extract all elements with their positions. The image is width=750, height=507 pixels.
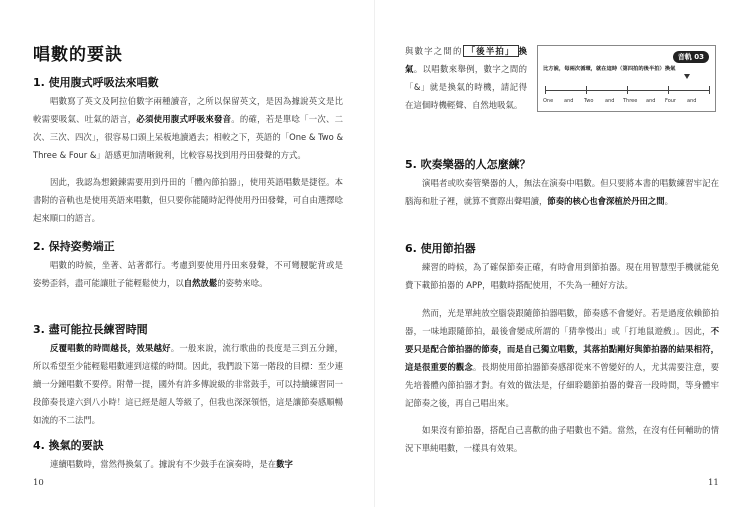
beat-tick [627,86,628,94]
section-3-title: 3. 盡可能拉長練習時間 [33,323,148,336]
section-1-paragraph-2: 因此，我認為想鍛鍊需要用到丹田的「體內節拍器」，使用英語唱數是捷徑。本書附的音軌也是使用英語來唱數，但只要你能隨時記得使用丹田發聲，可自由選擇唸起來順口的語言。 [33,177,343,223]
beat-tick [668,86,669,94]
track-badge: 音軌 03 [673,51,709,63]
beat-tick [709,86,710,94]
section-1-title: 1. 使用腹式呼吸法來唱數 [33,76,159,89]
section-4-title: 4. 換氣的要訣 [33,439,104,452]
beat-label: and [687,98,697,104]
beat-label: and [605,98,615,104]
beat-label: Four [665,98,676,104]
beat-label: and [564,98,574,104]
breath-arrow-icon [684,74,690,79]
section-6-paragraph-2: 然而，光是單純放空腦袋跟隨節拍器唱數，節奏感不會變好。若是過度依賴節拍器，一味地跟隨節拍，最後會變成所謂的「猜拳慢出」或「打地鼠遊戲」。因此，不要只是配合節拍器的節奏，而是自己獨立唱數，其落拍點剛好與節拍器的結果相符，這是很重要的觀念。長期使用節拍器節奏感卻從來不曾變好的人，尤其需要注意，要先培養體內節拍器才對。有效的做法是，仔細聆聽節拍器的聲音一段時間，等身體牢記節奏之後，再自己唱出來。 [405,308,720,408]
beat-label: Three [623,98,638,104]
page-number-left: 10 [33,478,44,488]
beat-label: Two [584,98,594,104]
track-caption: 比方說，每兩次循環，就在這時（第四拍的後半拍）換氣 [543,66,676,72]
beat-tick [586,86,587,94]
section-5-paragraph: 演唱者或吹奏管樂器的人，無法在演奏中唱數。但只要將本書的唱數練習牢記在腦海和肚子裡，就算不實際出聲唱讀，節奏的核心也會深植於丹田之間。 [405,178,719,206]
beat-tick [545,86,546,94]
section-5-title: 5. 吹奏樂器的人怎麼練？ [405,158,531,171]
section-3-paragraph: 反覆唱數的時間越長，效果越好。一般來說，流行歌曲的長度是三到五分鐘，所以希望至少能輕鬆唱數連到這樣的時間。因此，我們設下第一階段的目標：至少連續一分鐘唱數不要停。附帶一提，國外有許多傳說級的非常鼓手，可以持續練習同一段節奏長達六到八小時！這已經是超人等級了，但我也深深領悟，這是讓節奏感順暢如流的不二法門。 [33,343,343,425]
section-1-paragraph-1: 唱數寫了英文及阿拉伯數字兩種讀音，之所以保留英文，是因為據說英文是比較需要吸氣、吐氣的語言，必須使用腹式呼吸來發音。的確，若是單唸「一次、二次、三次、四次」，很容易口頭上呆板地讀過去；相較之下，英語的「One & Two & Three & Four &」語感更加清晰銳利，比較容易找到用丹田發聲的方式。 [33,96,344,160]
continued-paragraph: 與數字之間的 「後半拍」 換氣。以唱數來舉例，數字之間的「&」就是換氣的時機，請記得在這個時機輕聲、自然地吸氣。 [405,46,528,110]
chapter-title: 唱數的要訣 [33,45,123,65]
section-6-paragraph-3: 如果沒有節拍器，搭配自己喜歡的曲子唱數也不錯。當然，在沒有任何輔助的情況下單純唱數，一樣具有效果。 [405,425,719,453]
section-2-title: 2. 保持姿勢端正 [33,240,115,253]
beat-label: and [646,98,656,104]
track-illustration [537,45,716,112]
section-2-paragraph: 唱數的時候，坐著、站著都行。考慮到要使用丹田來發聲，不可彎腰駝背或是姿勢歪斜，盡可能讓肚子能輕鬆使力，以自然放鬆的姿勢來唸。 [33,260,343,288]
beat-label: One [543,98,554,104]
section-4-paragraph: 連續唱數時，當然得換氣了。據說有不少鼓手在演奏時，是在數字 [50,459,293,469]
section-6-title: 6. 使用節拍器 [405,242,476,255]
page-number-right: 11 [708,478,719,488]
highlight-offbeat: 「後半拍」 [463,45,519,57]
section-6-paragraph-1: 練習的時候，為了確保節奏正確，有時會用到節拍器。現在用智慧型手機就能免費下載節拍器的 APP，唱數時搭配使用，不失為一種好方法。 [405,262,719,290]
